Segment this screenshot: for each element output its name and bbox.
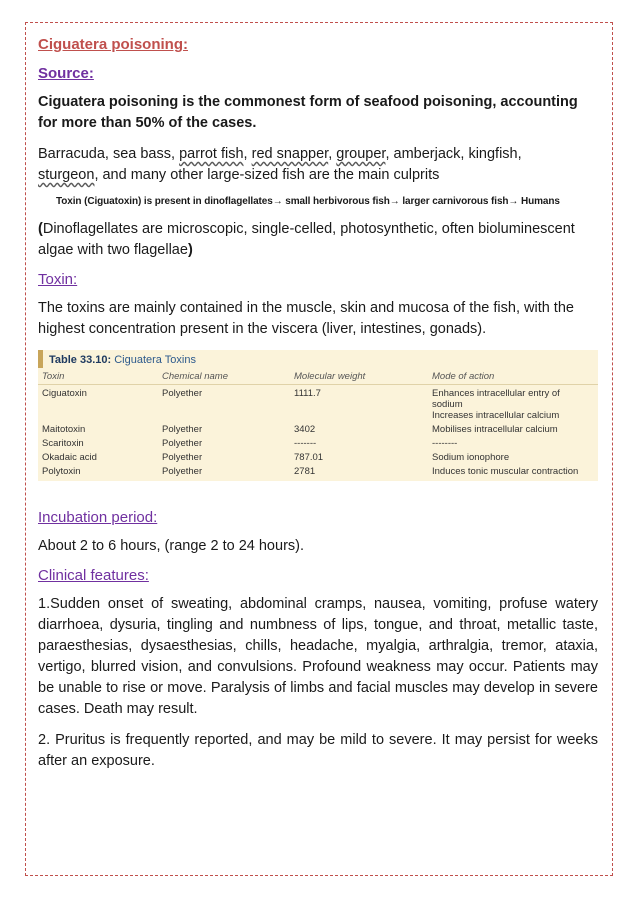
incubation-heading: Incubation period: — [38, 509, 158, 526]
fish-red-snapper: red snapper — [251, 146, 329, 162]
fish-tail: , and many other large-sized fish are the main culprits — [94, 167, 440, 183]
toxin-text: The toxins are mainly contained in the muscle, skin and mucosa of the fish, with the highest concentration present in the viscera (liver, intestines, gonads). — [38, 300, 574, 337]
dinoflagellate-text: Dinoflagellates are microscopic, single-celled, photosynthetic, often bioluminescent algae with two flagellae — [38, 221, 575, 258]
fish-sturgeon: sturgeon — [38, 167, 95, 183]
cell-chemical: Polyether — [162, 424, 203, 435]
cell-action — [432, 388, 592, 421]
table-title — [38, 350, 598, 368]
cell-toxin: Polytoxin — [42, 466, 81, 477]
cell-weight: 787.01 — [294, 452, 324, 463]
page-title: Ciguatera poisoning: — [38, 36, 188, 53]
fish-parrot: parrot fish — [179, 146, 244, 162]
table-number: Table 33.10: — [49, 354, 112, 366]
source-intro: Ciguatera poisoning is the commonest form of seafood poisoning, accounting for more than 50% of the cases. — [38, 94, 578, 131]
toxin-heading: Toxin: — [38, 271, 78, 288]
cell-weight: 1111.7 — [294, 388, 321, 399]
fish-grouper: grouper — [336, 146, 386, 162]
paren-close: ) — [187, 242, 193, 258]
table-row — [38, 385, 598, 421]
clinical-heading: Clinical features: — [38, 567, 149, 584]
incubation-text: About 2 to 6 hours, (range 2 to 24 hours). — [38, 538, 304, 554]
clinical-paragraph-2: 2. Pruritus is frequently reported, and may be mild to severe. It may persist for weeks after an exposure. — [38, 732, 598, 769]
source-heading: Source: — [38, 65, 94, 82]
cell-toxin: Scaritoxin — [42, 438, 84, 449]
cell-toxin: Okadaic acid — [42, 452, 97, 463]
cell-toxin: Maitotoxin — [42, 424, 86, 435]
cell-chemical: Polyether — [162, 388, 203, 399]
cell-chemical: Polyether — [162, 466, 203, 477]
document-body — [38, 36, 598, 782]
fish-list: Barracuda, sea bass, parrot fish, red snapper, grouper, amberjack, kingfish, sturgeon, and many other large-sized fish are the main culprits — [38, 146, 522, 183]
cell-weight: 3402 — [294, 424, 316, 435]
table-row — [38, 463, 598, 477]
cell-chemical: Polyether — [162, 438, 203, 449]
table-row — [38, 449, 598, 463]
clinical-paragraph-1: 1.Sudden onset of sweating, abdominal cramps, nausea, vomiting, profuse watery diarrhoea, dysuria, tingling and numbness of lips, tongue, and throat, metallic taste, paraesthesias, dysaesthesias, chills, headache, myalgia, arthralgia, tremor, ataxia, vertigo, blurred vision, and convulsions. Profound weakness may occur. Patients may be unable to rise or move. Paralysis of limbs and facial muscles may develop in severe cases. Death may result. — [38, 596, 598, 717]
header-chemical: Chemical name — [162, 371, 228, 382]
cell-chemical: Polyether — [162, 452, 203, 463]
table-subtitle: Ciguatera Toxins — [114, 354, 196, 366]
header-action: Mode of action — [432, 371, 495, 382]
fish-mid: , amberjack, kingfish, — [385, 146, 522, 162]
action-line-2: Increases intracellular calcium — [432, 410, 560, 421]
header-weight: Molecular weight — [294, 371, 366, 382]
ciguatera-toxins-table — [38, 350, 598, 481]
header-toxin: Toxin — [42, 371, 65, 382]
cell-weight: ------- — [294, 438, 317, 449]
cell-action: -------- — [432, 438, 458, 449]
dinoflagellate-note — [38, 219, 598, 261]
table-row — [38, 421, 598, 435]
toxin-chain: Toxin (Ciguatoxin) is present in dinoflagellates→ small herbivorous fish→ larger carnivorous fish→ Humans — [56, 196, 560, 207]
fish-lead: Barracuda, sea bass, — [38, 146, 180, 162]
cell-weight: 2781 — [294, 466, 316, 477]
action-line-1: Enhances intracellular entry of sodium — [432, 388, 560, 410]
cell-action: Mobilises intracellular calcium — [432, 424, 558, 435]
table-header — [38, 368, 598, 385]
cell-toxin: Ciguatoxin — [42, 388, 87, 399]
table-row — [38, 435, 598, 449]
cell-action: Sodium ionophore — [432, 452, 510, 463]
cell-action: Induces tonic muscular contraction — [432, 466, 579, 477]
paren-open: ( — [38, 221, 43, 237]
